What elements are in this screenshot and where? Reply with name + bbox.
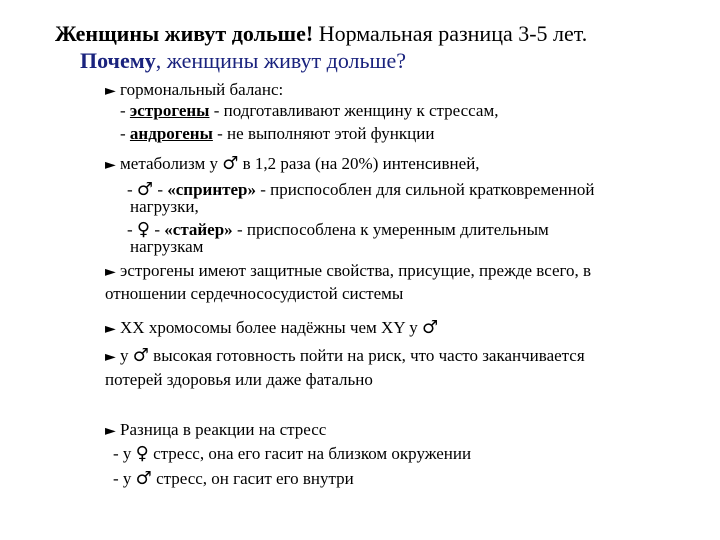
bullet-arrow-icon: ► [105, 157, 116, 173]
bullet-arrow-icon: ► [105, 264, 116, 280]
female-icon: ♀ [135, 443, 149, 464]
female-icon: ♀ [136, 219, 151, 240]
s6-female-line [113, 444, 471, 464]
subtitle-rest: , женщины живут дольше? [155, 48, 407, 73]
term-androgen: андрогены [129, 124, 213, 143]
male-icon: ♂ [421, 317, 439, 338]
term-sprinter: «спринтер» [167, 180, 256, 199]
s2-head-a: метаболизм у [115, 154, 223, 173]
title-bold: Женщины живут дольше! [55, 21, 314, 46]
male-icon: ♂ [136, 179, 154, 200]
title-rest: Нормальная разница 3-5 лет. [313, 21, 588, 46]
male-icon: ♂ [135, 468, 152, 489]
term-estrogen: эстрогены [129, 101, 210, 120]
bullet-arrow-icon: ► [105, 321, 116, 337]
s3-line2: отношении сердечнососудистой системы [105, 284, 404, 303]
s1-line-androgen [120, 124, 434, 144]
s6-head-text: Разница в реакции на стресс [115, 420, 327, 439]
s5-line1 [105, 346, 585, 367]
bullet-arrow-icon: ► [105, 349, 116, 365]
s6-f-a: - у [113, 444, 136, 463]
s3-line1 [105, 261, 591, 282]
slide-subtitle [80, 47, 406, 75]
s3-line1-text: эстрогены имеют защитные свойства, присущие, прежде всего, в [115, 261, 592, 280]
s6-f-b: стресс, она его гасит на близком окружении [148, 444, 472, 463]
dash: - [127, 220, 137, 239]
s2-female-cont: нагрузкам [130, 237, 204, 256]
bullet-arrow-icon: ► [105, 423, 116, 439]
s2-f-rest: - приспособлена к умеренным длительным [232, 220, 549, 239]
s1-head [105, 80, 283, 101]
s6-m-b: стресс, он гасит его внутри [151, 469, 354, 488]
s6-male-line [113, 469, 354, 489]
s2-male-cont: нагрузки, [130, 197, 199, 216]
s5-line2: потерей здоровья или даже фатально [105, 370, 373, 389]
s2-m-rest: - приспособлен для сильной кратковременной [255, 180, 595, 199]
s2-head [105, 154, 480, 175]
s2-head-b: в 1,2 раза (на 20%) интенсивней, [238, 154, 480, 173]
s6-head [105, 420, 326, 441]
s1-line-estrogen [120, 101, 498, 121]
s6-m-a: - у [113, 469, 136, 488]
s1-l1-rest: - подготавливают женщину к стрессам, [209, 101, 499, 120]
s1-l2-rest: - не выполняют этой функции [212, 124, 435, 143]
subtitle-bold: Почему [80, 48, 156, 73]
male-icon: ♂ [222, 153, 239, 174]
s2-f-mid: - [150, 220, 165, 239]
s5-a: у [115, 346, 133, 365]
s2-m-mid: - [153, 180, 168, 199]
bullet-arrow-icon: ► [105, 83, 116, 99]
s4-line [105, 318, 438, 339]
dash: - [120, 101, 130, 120]
s4-text: XX хромосомы более надёжны чем XY у [115, 318, 422, 337]
term-stayer: «стайер» [164, 220, 233, 239]
dash: - [127, 180, 137, 199]
s5-b: высокая готовность пойти на риск, что часто заканчивается [148, 346, 585, 365]
male-icon: ♂ [132, 345, 149, 366]
slide-title [55, 20, 587, 48]
dash: - [120, 124, 130, 143]
s1-head-text: гормональный баланс: [115, 80, 284, 99]
